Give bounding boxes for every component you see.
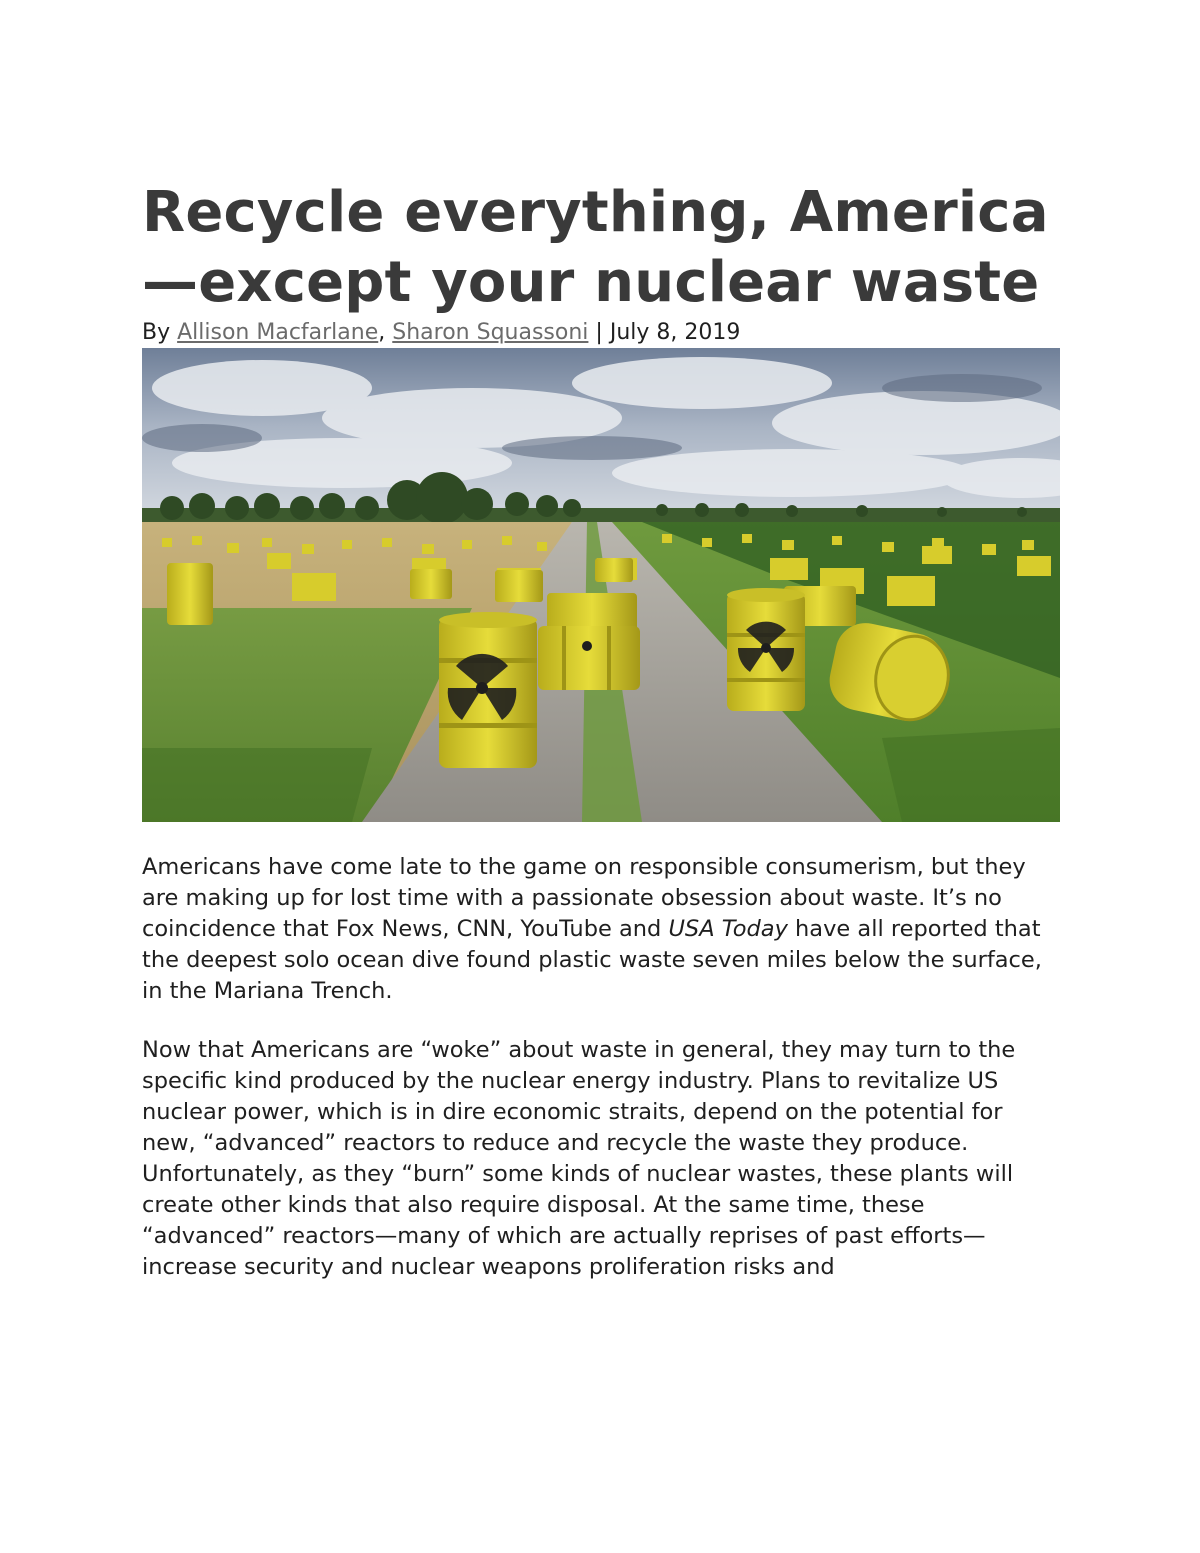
barrel-front-left — [439, 612, 537, 768]
byline-date-separator: | — [588, 320, 610, 345]
publish-date: July 8, 2019 — [609, 320, 741, 345]
paragraph-1-text-a: Americans have come late to the game on responsible consumerism, but they are making up for lost time with a passionate obsession about waste. It’s no coincidence that Fox News, CNN, YouTube and — [142, 854, 1026, 942]
byline-prefix: By — [142, 320, 178, 345]
barrel-front-center — [538, 626, 640, 690]
author-link-macfarlane[interactable]: Allison Macfarlane — [177, 320, 379, 345]
byline-separator: , — [378, 320, 393, 345]
barrel-front-right — [727, 588, 805, 711]
paragraph-2: Now that Americans are “woke” about waste in general, they may turn to the specific kind produced by the nuclear energy industry. Plans to revitalize US nuclear power, which is in dire economic straits, depend on the potential for new, “advanced” reactors to reduce and recycle the waste they produce. Unfortunately, as they “burn” some kinds of nuclear wastes, these plants will create other kinds that also require disposal. At the same time, these “advanced” reactors—many of which are actually reprises of past efforts—increase security and nuclear weapons proliferation risks and — [142, 1037, 1016, 1280]
article-body — [142, 852, 1060, 1283]
paragraph-1 — [142, 852, 1060, 1007]
publication-name: USA Today — [668, 916, 788, 942]
hero-image — [142, 348, 1060, 822]
author-link-squassoni[interactable]: Sharon Squassoni — [392, 320, 589, 345]
article — [142, 178, 1060, 1311]
article-title: Recycle everything, America—except your nuclear waste — [142, 180, 1049, 315]
paragraph-1-text-b: have all reported that the deepest solo ocean dive found plastic waste seven miles below the surface, in the Mariana Trench. — [142, 916, 1042, 1004]
byline — [142, 318, 1060, 348]
